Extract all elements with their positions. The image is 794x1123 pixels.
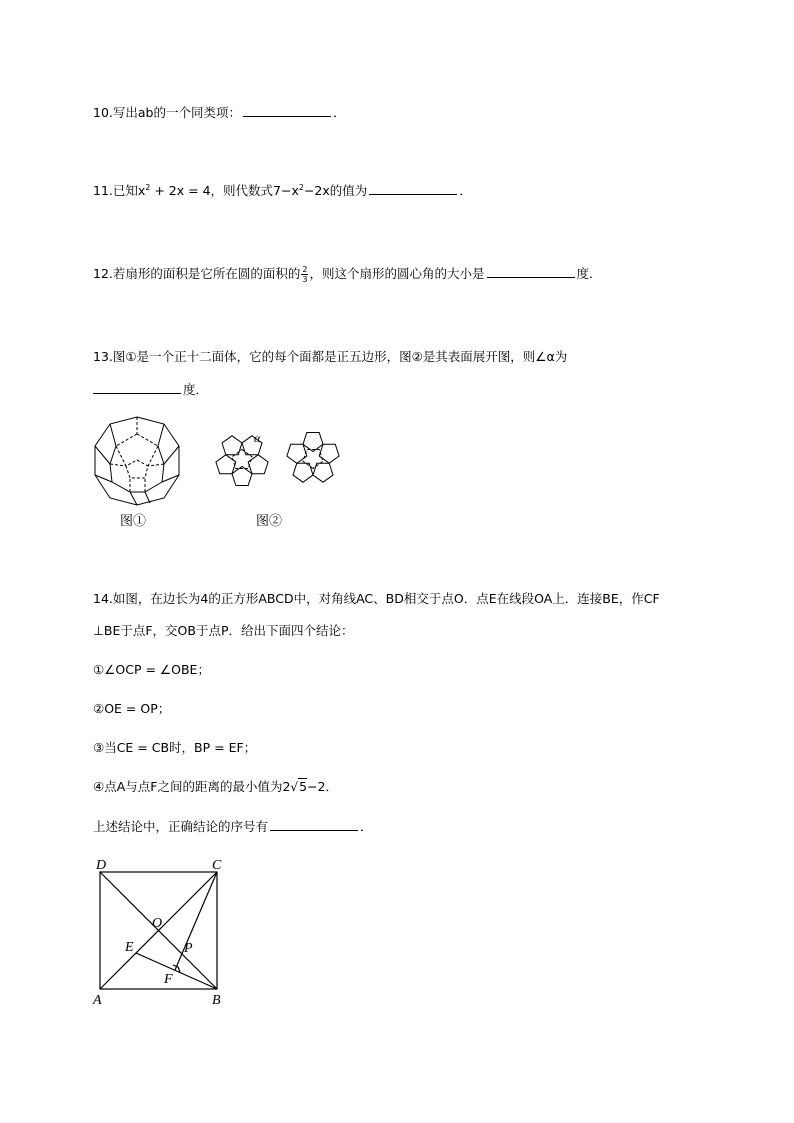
question-13-line2: [93, 380, 208, 399]
net-pentagon: [313, 463, 333, 482]
summary-tail: ．: [360, 819, 373, 834]
sqrt-sign: √: [290, 780, 299, 794]
conclusion-4: [93, 778, 338, 796]
net-pentagon: [216, 455, 236, 474]
label-a: A: [93, 993, 102, 1008]
conclusion-2: ②OE = OP；: [93, 701, 171, 716]
q12-tail: 度．: [576, 266, 602, 281]
figure-2-caption: 图②: [256, 514, 283, 529]
label-p: P: [184, 941, 193, 956]
question-11: [93, 181, 472, 200]
conclusion-1: ①∠OCP = ∠OBE；: [93, 662, 210, 677]
label-f: F: [164, 972, 173, 987]
label-c: C: [212, 858, 222, 873]
segment-cf: [175, 872, 217, 970]
c4-pre: ④点A与点F之间的距离的最小值为2: [93, 779, 291, 794]
q11-tail: ．: [459, 183, 472, 198]
answer-blank: [369, 181, 457, 195]
net-pentagon: [303, 433, 323, 452]
square-abcd-figure: [88, 852, 236, 1012]
c4-post: −2．: [307, 779, 338, 794]
question-14-summary: [93, 817, 373, 836]
q12-mid: ，则这个扇形的圆心角的大小是: [309, 266, 485, 281]
question-10: [93, 103, 346, 122]
segment-be: [136, 953, 217, 989]
radicand: 5: [299, 779, 308, 794]
label-o: O: [152, 916, 163, 931]
fraction-numerator: 2: [302, 265, 308, 274]
conclusion-3: ③当CE = CB时，BP = EF；: [93, 740, 257, 755]
q11-mid2: −2x的值为: [303, 183, 368, 198]
question-10-text: 10.写出ab的一个同类项：: [93, 105, 241, 120]
q11-sup2: 2: [298, 183, 304, 192]
net-pentagon: [293, 463, 313, 482]
dodecahedron-net-figure: [200, 420, 350, 500]
figure-1-caption: 图①: [120, 514, 147, 529]
question-10-tail: ．: [332, 105, 346, 120]
label-e: E: [125, 940, 134, 955]
q11-mid1: + 2x = 4，则代数式7−x: [150, 183, 299, 198]
fraction-denominator: 3: [302, 275, 308, 284]
label-d: D: [96, 858, 107, 873]
answer-blank: [487, 264, 575, 278]
answer-blank: [243, 103, 331, 117]
question-14-line1: 14.如图，在边长为4的正方形ABCD中，对角线AC、BD相交于点O．点E在线段OA上．连接BE，作CF: [93, 591, 660, 606]
q12-pre: 12.若扇形的面积是它所在圆的面积的: [93, 266, 301, 281]
question-12: [93, 264, 602, 284]
answer-blank: [93, 380, 181, 394]
summary-text: 上述结论中，正确结论的序号有: [93, 819, 269, 834]
label-b: B: [212, 993, 221, 1008]
net-pentagon: [232, 467, 252, 486]
net-pentagon: [287, 444, 307, 463]
question-14-line2: ⊥BE于点F，交OB于点P．给出下面四个结论：: [93, 623, 354, 638]
dodecahedron-figure: [90, 414, 184, 508]
alpha-label: α: [254, 431, 261, 445]
net-pentagon: [248, 455, 268, 474]
answer-blank: [270, 817, 358, 831]
net-pentagon: [222, 436, 242, 455]
net-pentagon: [319, 444, 339, 463]
q13-tail: 度．: [183, 382, 209, 397]
q11-sup1: 2: [145, 183, 151, 192]
question-13-line1: 13.图①是一个正十二面体，它的每个面都是正五边形，图②是其表面展开图，则∠α为: [93, 349, 568, 364]
fraction: [301, 265, 308, 284]
q11-pre: 11.已知x: [93, 183, 146, 198]
